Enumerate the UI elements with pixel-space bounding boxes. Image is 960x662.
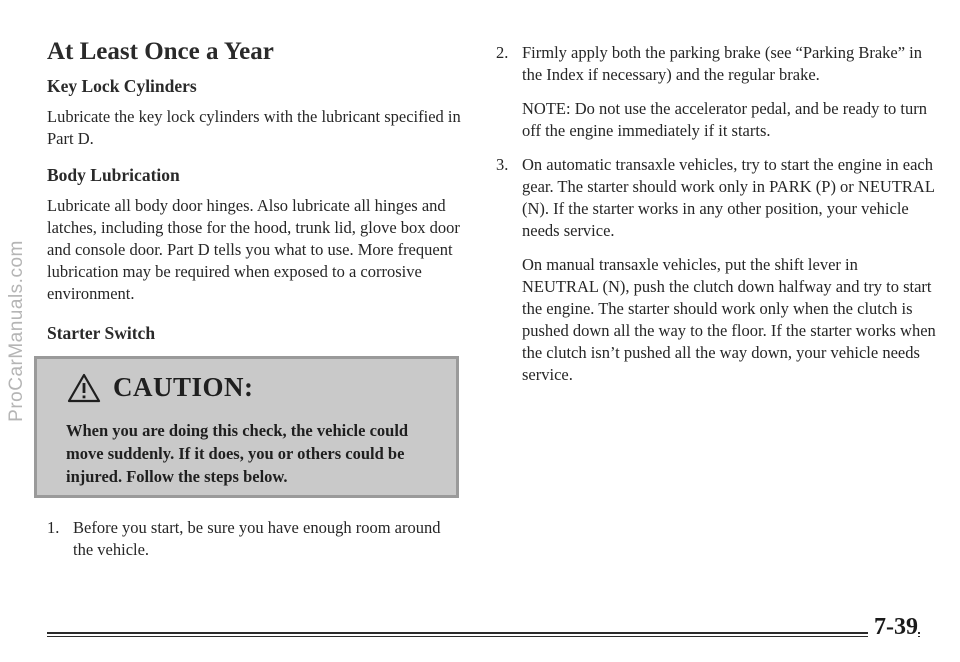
- body-lubrication-heading: Body Lubrication: [47, 165, 180, 185]
- step-number: 1.: [47, 518, 60, 537]
- key-lock-heading: Key Lock Cylinders: [47, 76, 197, 96]
- step-text: Before you start, be sure you have enough room around the vehicle.: [73, 518, 441, 559]
- page-number: 7-39: [868, 614, 918, 641]
- step-text-manual: On manual transaxle vehicles, put the shift lever in NEUTRAL (N), push the clutch down halfway and try to start the engine. The starter should work only when the clutch is pushed down all the way to the floor. If the starter works when the clutch isn’t pushed all the way down, your vehicle needs service.: [522, 255, 936, 384]
- step-note: NOTE: Do not use the accelerator pedal, and be ready to turn off the engine immediately if it starts.: [522, 99, 928, 140]
- caution-title: CAUTION:: [113, 372, 254, 402]
- step-1: [47, 517, 457, 573]
- caution-box: [34, 356, 459, 498]
- watermark: [0, 0, 34, 662]
- footer-rule: [47, 632, 920, 637]
- caution-text: When you are doing this check, the vehicle could move suddenly. If it does, you or others could be injured. Follow the steps below.: [66, 421, 409, 486]
- step-3: [496, 154, 936, 398]
- starter-switch-heading: Starter Switch: [47, 323, 156, 343]
- step-2: [496, 42, 936, 154]
- watermark-text: ProCarManuals.com: [6, 240, 28, 422]
- step-number: 3.: [496, 155, 509, 174]
- body-lubrication-text: Lubricate all body door hinges. Also lubricate all hinges and latches, including those for the hood, trunk lid, glove box door and console door. Part D tells you what to use. More frequent lubrication may be required when exposed to a corrosive environment.: [47, 196, 460, 303]
- warning-triangle-icon: [67, 373, 101, 403]
- step-number: 2.: [496, 43, 509, 62]
- key-lock-text: Lubricate the key lock cylinders with the lubricant specified in Part D.: [47, 107, 461, 148]
- left-column: [47, 38, 467, 353]
- step-text: On automatic transaxle vehicles, try to start the engine in each gear. The starter should work only in PARK (P) or NEUTRAL (N). If the starter works in any other position, your vehicle needs service.: [522, 155, 935, 240]
- right-column: [496, 42, 936, 398]
- step-text: Firmly apply both the parking brake (see “Parking Brake” in the Index if necessary) and the regular brake.: [522, 43, 923, 84]
- section-title: At Least Once a Year: [47, 38, 274, 65]
- caution-header: [67, 372, 254, 403]
